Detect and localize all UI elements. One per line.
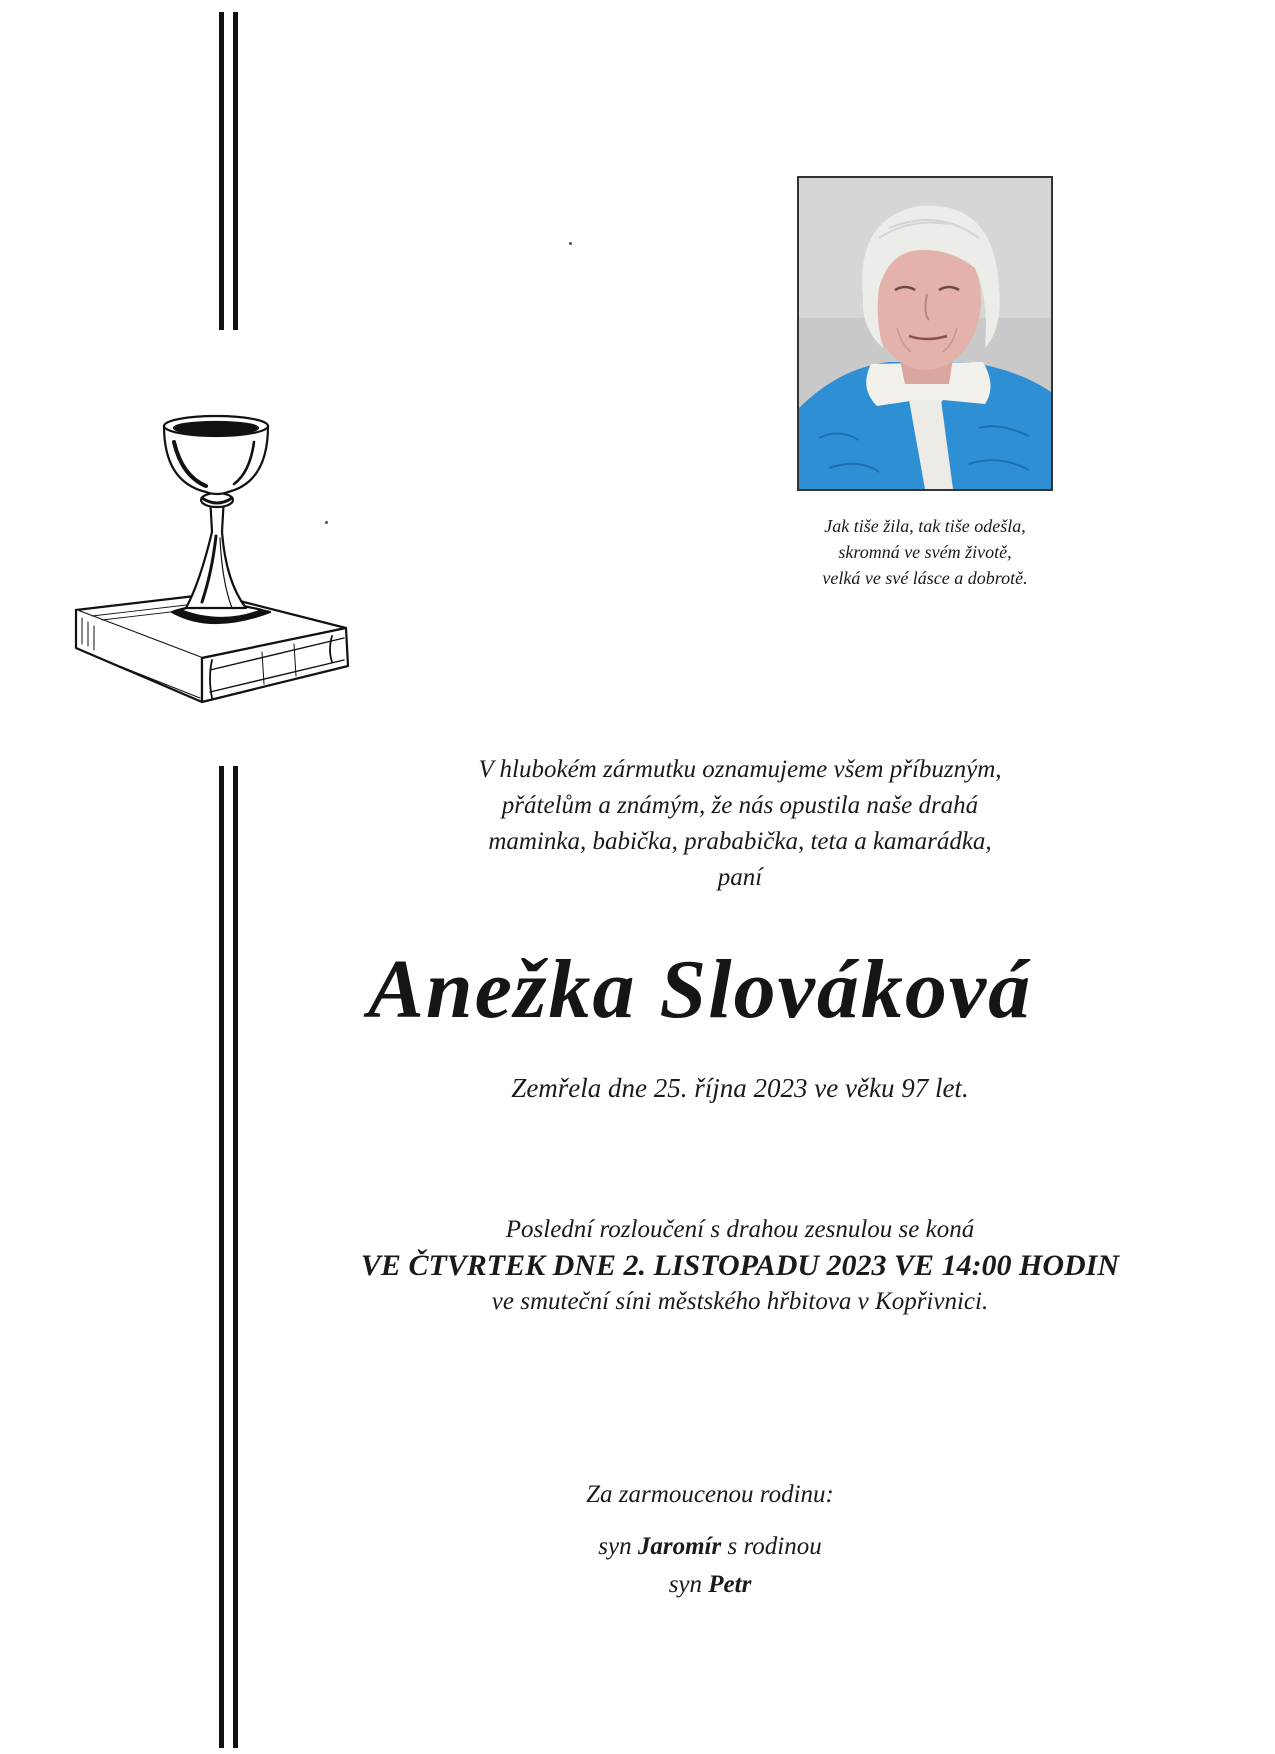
member-relation: syn: [668, 1571, 703, 1598]
scan-speck: [569, 242, 572, 245]
family-member: [430, 1528, 990, 1566]
memorial-verse: [760, 513, 1090, 591]
funeral-intro: Poslední rozloučení s drahou zesnulou se koná: [505, 1216, 975, 1243]
announcement-line: paní: [717, 864, 763, 891]
family-heading: Za zarmoucenou rodinu:: [586, 1481, 834, 1508]
announcement-text: [330, 752, 1150, 896]
family-signature: [430, 1476, 990, 1604]
member-name: Petr: [708, 1571, 752, 1598]
announcement-line: maminka, babička, prababička, teta a kamarádka,: [488, 828, 992, 855]
chalice-on-book-icon: [62, 412, 354, 712]
death-notice: Zemřela dne 25. října 2023 ve věku 97 let.: [511, 1073, 969, 1103]
portrait-photo: [797, 176, 1053, 491]
funeral-location: ve smuteční síni městského hřbitova v Kopřivnici.: [491, 1288, 989, 1315]
verse-line: Jak tiše žila, tak tiše odešla,: [824, 516, 1026, 536]
announcement-line: přátelům a známým, že nás opustila naše drahá: [501, 792, 979, 819]
mourning-bar-top-left: [219, 12, 224, 330]
member-name: Jaromír: [637, 1533, 722, 1560]
funeral-details: [270, 1212, 1210, 1320]
mourning-bar-top-right: [233, 12, 238, 330]
mourning-bar-bottom-right: [233, 766, 238, 1748]
mourning-bar-bottom-left: [219, 766, 224, 1748]
family-member: [430, 1566, 990, 1604]
announcement-line: V hlubokém zármutku oznamujeme všem příbuzným,: [478, 756, 1002, 783]
member-suffix: s rodinou: [727, 1533, 822, 1560]
verse-line: skromná ve svém životě,: [838, 542, 1012, 562]
member-relation: syn: [598, 1533, 632, 1560]
verse-line: velká ve své lásce a dobrotě.: [822, 568, 1028, 588]
funeral-date-time: VE ČTVRTEK DNE 2. LISTOPADU 2023 VE 14:00 HODIN: [360, 1249, 1120, 1282]
deceased-name: Anežka Slováková: [367, 943, 1033, 1036]
